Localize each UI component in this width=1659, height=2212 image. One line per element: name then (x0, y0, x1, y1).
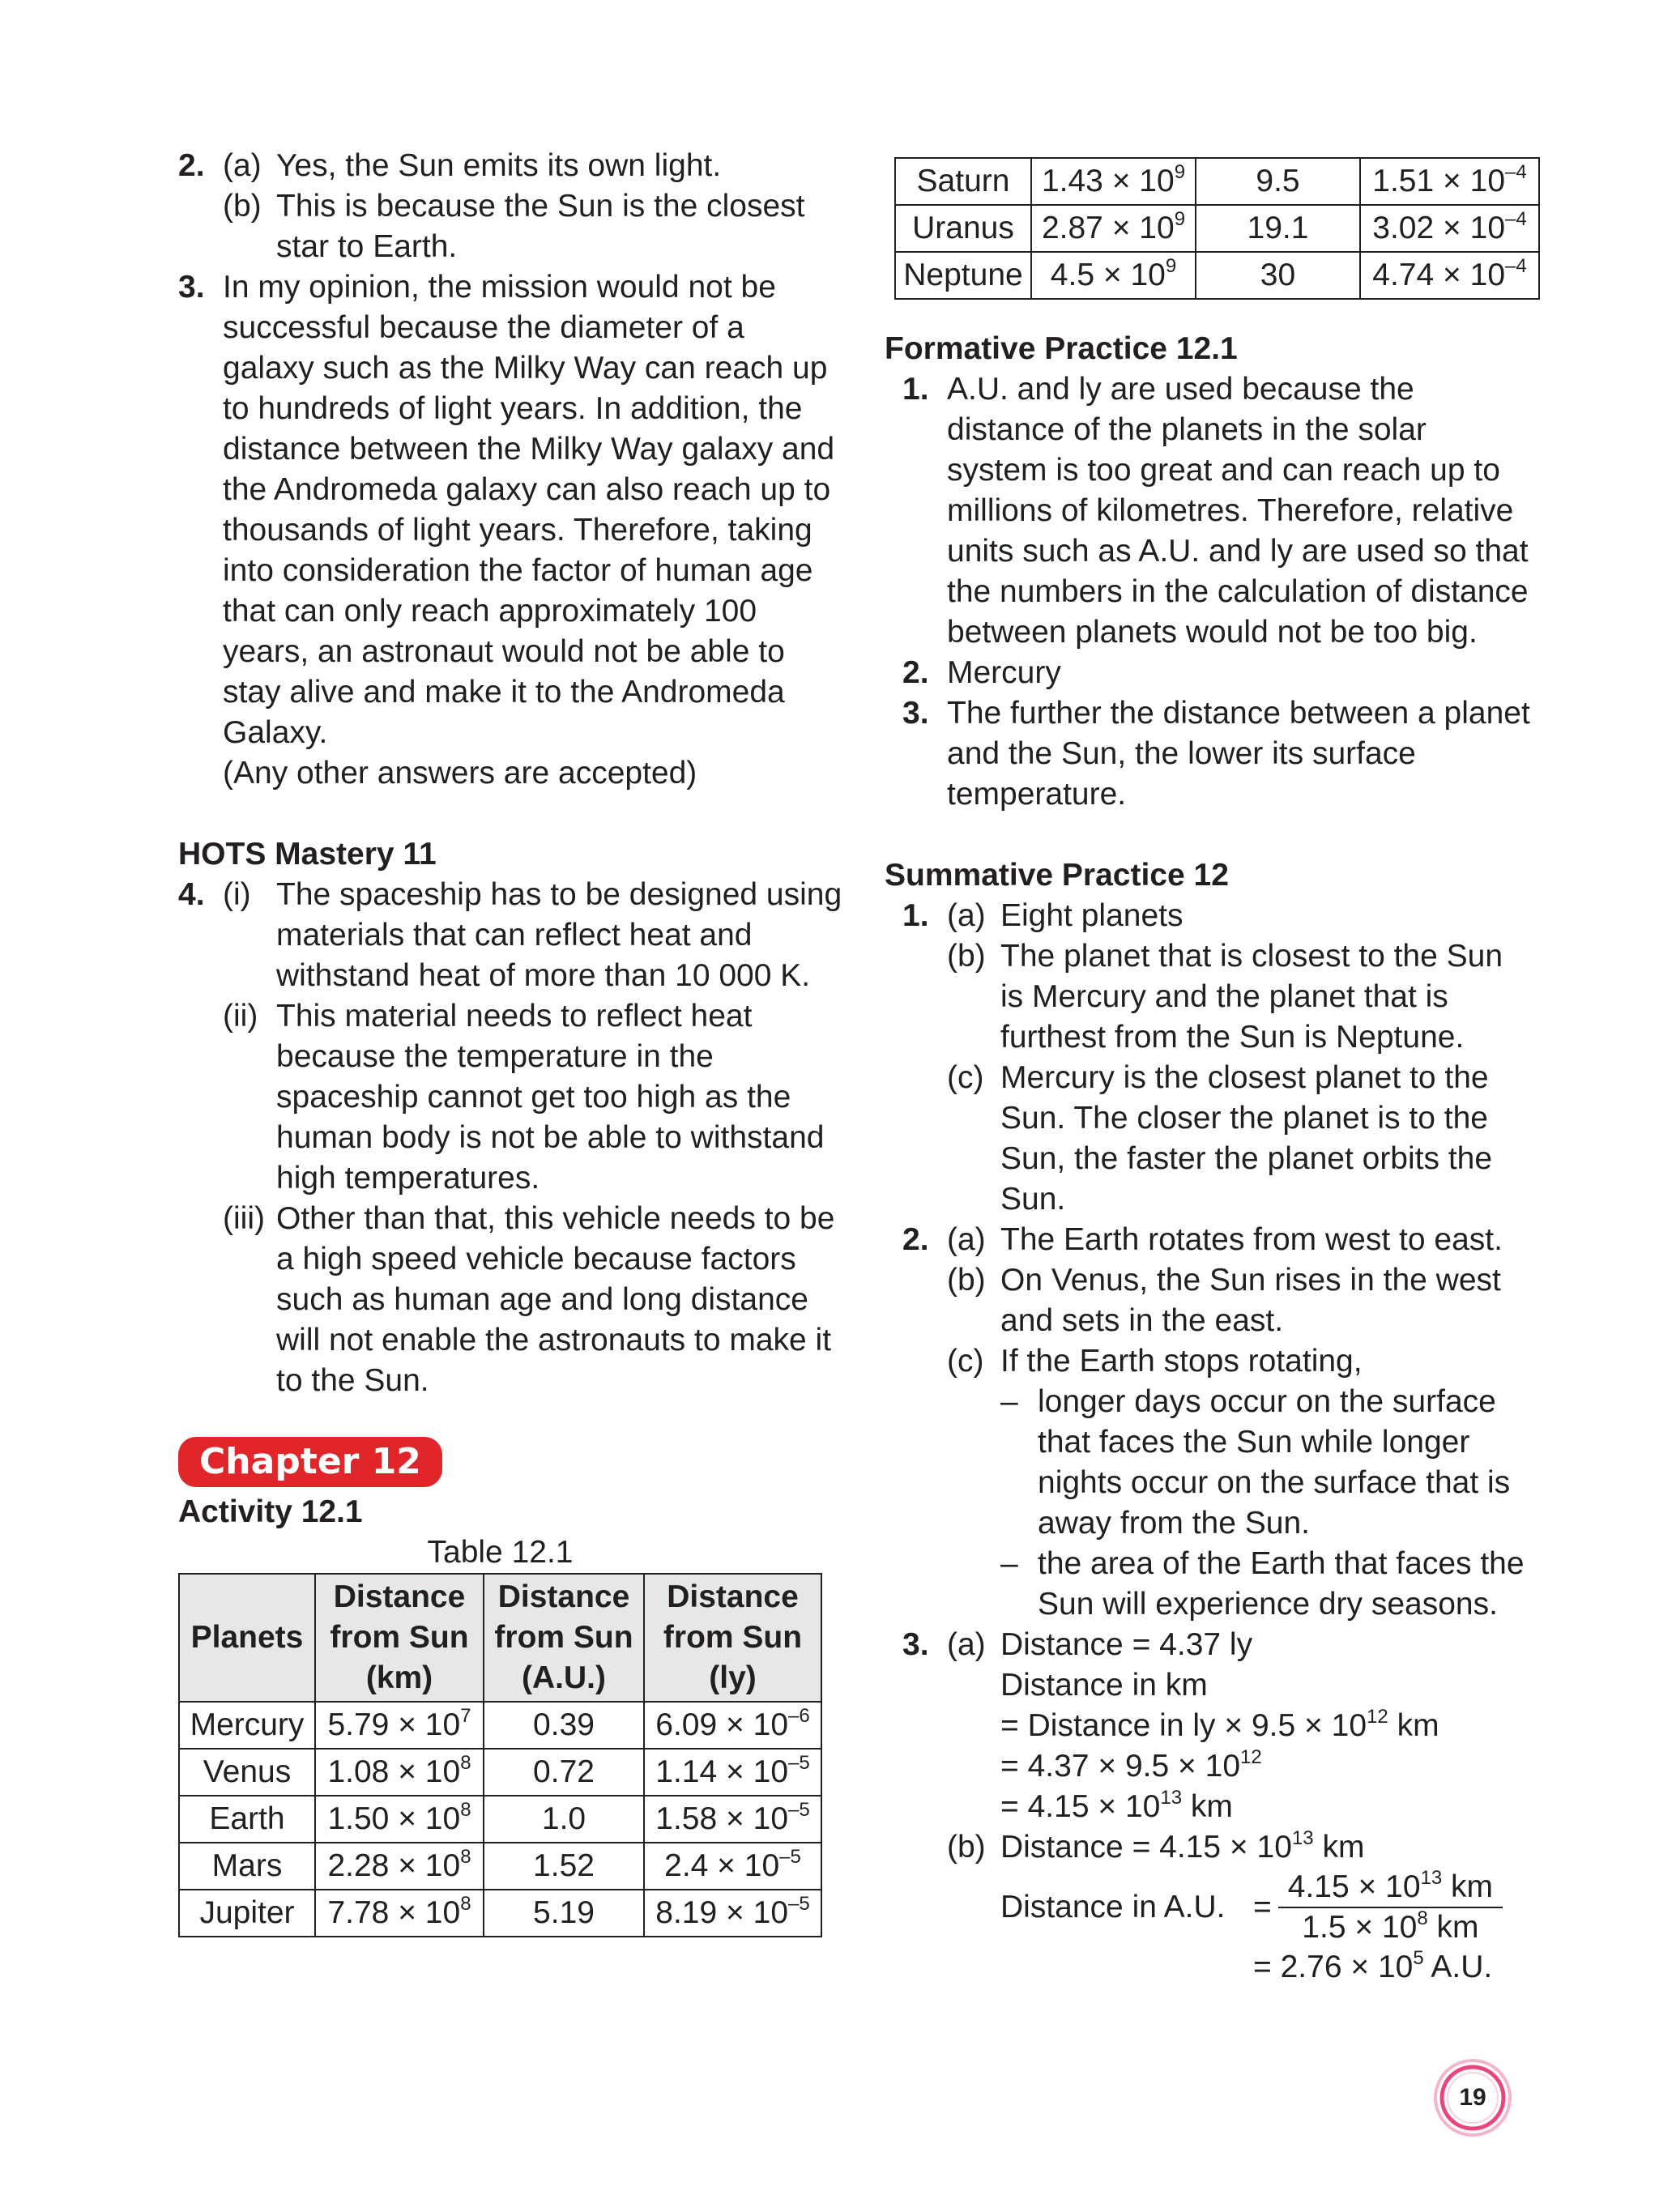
sub-answer (223, 1199, 842, 1401)
summative-answer-1: 1. (a) Eight planets (b) The planet that is closest to the Sun is Mercury and the planet that is furthest from the Sun is Neptune. (c) Mercury is the closest planet to the Sun. The closer the planet is to the Sun, the faster the planet orbits the Sun. (902, 898, 1503, 1217)
cell-ly: $6.09 \times 10^{-6}$ (644, 1702, 821, 1749)
cell-planet: Saturn (895, 158, 1031, 205)
table-row (179, 1796, 821, 1843)
page-number: 19 (1459, 2084, 1486, 2111)
table-header-row (179, 1574, 821, 1702)
formative-heading: Formative Practice 12.1 (885, 331, 1238, 366)
summative-answer-3: 3. (a) Distance = 4.37 ly Distance in km = Distance in ly × $9.5 \times 10^{12}$ km = $4.37 \times 9.5 \times 10^{12}$ = $4.15 \times 10^{13}$ km (b) Distance = $4.15 \times 10^{13}$ km Distance in A.U. = $\frac{4.15 \times 10^{13} km}{1.5 \times 10^8 km}$ = $2.76 \times 10^5$ A.U. (902, 1625, 1533, 1988)
cell-au: 1.0 (484, 1796, 644, 1843)
table-row (895, 205, 1539, 252)
cell-ly: $2.4 \times 10^{-5}$ (644, 1843, 821, 1890)
cell-au: 0.39 (484, 1702, 644, 1749)
summative-answer-2: 2. (a) The Earth rotates from west to east. (b) On Venus, the Sun rises in the west and sets in the east. (c) If the Earth stops rotating, – longer days occur on the surface that faces the Sun while longer nights occur on the surface that is away from the Sun. – the area of the Earth that faces the Sun will experience dry seasons. (902, 1220, 1533, 1625)
cell-km: $1.50 \times 10^8$ (315, 1796, 484, 1843)
table-body (179, 1702, 821, 1937)
sub-text: Other than that, this vehicle needs to be a high speed vehicle because factors such as human age and long distance will not enable the astronauts to make it to the Sun. (276, 1201, 835, 1398)
cell-ly: $1.14 \times 10^{-5}$ (644, 1749, 821, 1796)
header-planets: Planets (179, 1574, 315, 1702)
right-column (885, 157, 1533, 1988)
table-row (179, 1702, 821, 1749)
planet-distance-table-continued (894, 157, 1540, 300)
cell-planet: Venus (179, 1749, 315, 1796)
cell-planet: Neptune (895, 252, 1031, 299)
left-column (178, 146, 842, 1937)
cell-km: $2.87 \times 10^9$ (1031, 205, 1196, 252)
cell-planet: Mercury (179, 1702, 315, 1749)
sub-answer-3b: (b) Distance = $4.15 \times 10^{13}$ km Distance in A.U. = $\frac{4.15 \times 10^{13} km}{1.5 \times 10^8 km}$ = $2.76 \times 10^5$ A.U. (947, 1827, 1533, 1988)
table-row (895, 252, 1539, 299)
cell-planet: Uranus (895, 205, 1031, 252)
sub-answer (223, 875, 842, 996)
answer-text: In my opinion, the mission would not be successful because the diameter of a galaxy such as the Milky Way can reach up to hundreds of light years. In addition, the distance between the Milky Way galaxy and the Andromeda galaxy can also reach up to thousands of light years. Therefore, taking into consideration the factor of human age that can only reach approximately 100 years, an astronaut would not be able to stay alive and make it to the Andromeda Galaxy. (223, 270, 835, 750)
sub-text: Yes, the Sun emits its own light. (276, 148, 722, 183)
sub-text: This is because the Sun is the closest star to Earth. (276, 189, 805, 264)
cell-planet: Earth (179, 1796, 315, 1843)
table-row (179, 1843, 821, 1890)
cell-ly: $8.19 \times 10^{-5}$ (644, 1890, 821, 1937)
cell-planet: Jupiter (179, 1890, 315, 1937)
sub-answer (223, 996, 842, 1199)
header-km: Distance from Sun (km) (315, 1574, 484, 1702)
chapter-badge: Chapter 12 (178, 1437, 442, 1487)
sub-answer (223, 146, 842, 186)
cell-au: 0.72 (484, 1749, 644, 1796)
answer-note: (Any other answers are accepted) (223, 756, 697, 791)
sub-answer (223, 186, 842, 267)
cell-au: 5.19 (484, 1890, 644, 1937)
cell-au: 1.52 (484, 1843, 644, 1890)
fraction: $\frac{4.15 \times 10^{13} km}{1.5 \times 10^8 km}$ (1278, 1868, 1503, 1947)
sub-label: (ii) (223, 999, 258, 1034)
table-row (179, 1890, 821, 1937)
dash-item: – longer days occur on the surface that faces the Sun while longer nights occur on the surface that is away from the Sun. (1000, 1384, 1511, 1541)
formative-answer-3: 3. The further the distance between a planet and the Sun, the lower its surface temperature. (902, 696, 1530, 812)
sub-text: The spaceship has to be designed using materials that can reflect heat and withstand heat of more than 10 000 K. (276, 877, 842, 993)
table-caption: Table 12.1 (427, 1535, 574, 1570)
answer-2 (178, 146, 842, 267)
cell-km: $4.5 \times 10^9$ (1031, 252, 1196, 299)
page-number-badge (1432, 2057, 1513, 2138)
cell-km: $2.28 \times 10^8$ (315, 1843, 484, 1890)
cell-au: 9.5 (1196, 158, 1360, 205)
cell-ly: $3.02 \times 10^{-4}$ (1360, 205, 1539, 252)
dash-item: – the area of the Earth that faces the Sun will experience dry seasons. (1000, 1546, 1525, 1622)
cell-ly: $1.51 \times 10^{-4}$ (1360, 158, 1539, 205)
header-ly: Distance from Sun (ly) (644, 1574, 821, 1702)
answer-number: 3. (178, 270, 205, 305)
activity-heading: Activity 12.1 (178, 1494, 363, 1529)
formative-answer-2: 2. Mercury (902, 655, 1061, 690)
sub-answer-3a: (a) Distance = 4.37 ly Distance in km = Distance in ly × $9.5 \times 10^{12}$ km = $4.37 \times 9.5 \times 10^{12}$ = $4.15 \times 10^{13}$ km (947, 1627, 1439, 1824)
header-au: Distance from Sun (A.U.) (484, 1574, 644, 1702)
table-row (179, 1749, 821, 1796)
cell-ly: $4.74 \times 10^{-4}$ (1360, 252, 1539, 299)
table-row (895, 158, 1539, 205)
cell-au: 30 (1196, 252, 1360, 299)
answer-3 (178, 267, 842, 794)
sub-label: (iii) (223, 1201, 265, 1236)
planet-distance-table (178, 1573, 822, 1937)
cell-planet: Mars (179, 1843, 315, 1890)
formative-answer-1: 1. A.U. and ly are used because the distance of the planets in the solar system is too great and can reach up to millions of kilometres. Therefore, relative units such as A.U. and ly are used so that the numbers in the calculation of distance between planets would not be too big. (902, 372, 1529, 650)
cell-km: $7.78 \times 10^8$ (315, 1890, 484, 1937)
answer-number: 4. (178, 877, 205, 912)
sub-text: This material needs to reflect heat because the temperature in the spaceship cannot get too high as the human body is not be able to withstand high temperatures. (276, 999, 825, 1196)
au-fraction-row: Distance in A.U. = $\frac{4.15 \times 10^{13} km}{1.5 \times 10^8 km}$ (1000, 1868, 1533, 1947)
cell-au: 19.1 (1196, 205, 1360, 252)
cell-km: $1.08 \times 10^8$ (315, 1749, 484, 1796)
answer-number: 2. (178, 148, 205, 183)
sub-label: (b) (223, 189, 262, 224)
cell-km: $1.43 \times 10^9$ (1031, 158, 1196, 205)
summative-heading: Summative Practice 12 (885, 858, 1229, 893)
sub-label: (a) (223, 148, 262, 183)
answer-4 (178, 875, 842, 1401)
table-body (895, 158, 1539, 299)
cell-km: $5.79 \times 10^7$ (315, 1702, 484, 1749)
sub-label: (i) (223, 877, 251, 912)
cell-ly: $1.58 \times 10^{-5}$ (644, 1796, 821, 1843)
hots-heading: HOTS Mastery 11 (178, 837, 437, 872)
